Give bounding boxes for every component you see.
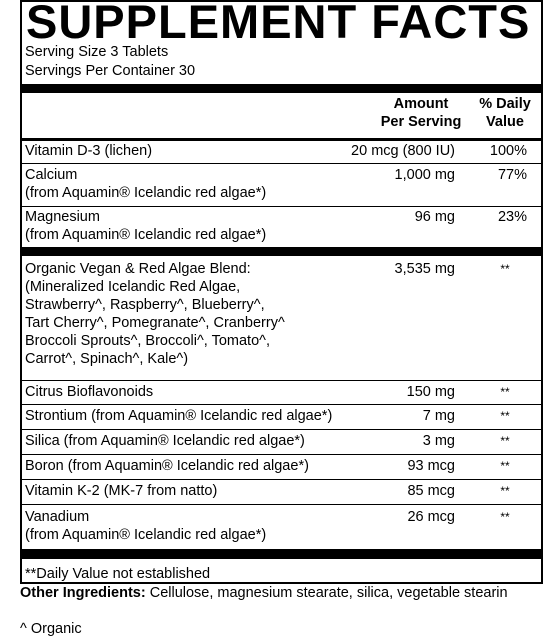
nutrient-name: Strontium (from Aquamin® Icelandic red algae*) — [25, 408, 333, 424]
nutrient-amount: 1,000 mg — [394, 167, 455, 183]
nutrient-amount: 85 mcg — [407, 483, 455, 499]
other-ingredients-label: Other Ingredients: — [20, 585, 146, 601]
supplement-facts-panel — [20, 0, 543, 584]
table-row — [22, 164, 541, 206]
nutrient-name: Vanadium (from Aquamin® Icelandic red algae*) — [25, 509, 267, 543]
nutrient-name: Vitamin K-2 (MK-7 from natto) — [25, 483, 218, 499]
nutrient-amount: 3 mg — [422, 433, 455, 449]
table-row — [22, 381, 541, 404]
nutrient-name: Boron (from Aquamin® Icelandic red algae*) — [25, 458, 309, 474]
nutrient-amount: 93 mcg — [407, 458, 455, 474]
nutrient-dv: 23% — [497, 209, 527, 225]
other-ingredients-text: Cellulose, magnesium stearate, silica, vegetable stearin — [145, 585, 508, 601]
nutrient-amount: 20 mcg (800 IU) — [351, 143, 455, 159]
table-row — [22, 405, 541, 429]
nutrient-dv: ** — [500, 484, 510, 498]
nutrient-dv: ** — [500, 459, 510, 473]
serving-size: Serving Size 3 Tablets — [25, 44, 169, 60]
nutrient-name: Citrus Bioflavonoids — [25, 384, 154, 400]
nutrient-amount: 3,535 mg — [394, 261, 455, 277]
nutrient-dv: 100% — [489, 143, 527, 159]
table-row — [22, 455, 541, 479]
table-row — [22, 430, 541, 454]
thick-divider-bottom — [22, 549, 541, 559]
nutrient-dv: ** — [500, 385, 510, 399]
amount-header: Amount Per Serving — [380, 96, 462, 130]
other-ingredients — [20, 586, 540, 601]
nutrient-name: Magnesium (from Aquamin® Icelandic red algae*) — [25, 209, 267, 243]
daily-value-footnote: **Daily Value not established — [25, 566, 211, 582]
nutrient-dv: ** — [500, 434, 510, 448]
panel-title: SUPPLEMENT FACTS — [26, 0, 531, 48]
table-row — [22, 140, 541, 164]
nutrient-name: Silica (from Aquamin® Icelandic red algae*) — [25, 433, 305, 449]
nutrient-dv: 77% — [497, 167, 527, 183]
daily-value-header: % Daily Value — [479, 96, 531, 130]
nutrient-amount: 26 mcg — [407, 509, 455, 525]
nutrient-dv: ** — [500, 510, 510, 524]
table-row — [22, 207, 541, 247]
table-row — [22, 258, 541, 380]
nutrient-dv: ** — [500, 409, 510, 423]
table-row — [22, 480, 541, 504]
thick-divider-mid — [22, 247, 541, 256]
nutrient-name: Vitamin D-3 (lichen) — [25, 143, 153, 159]
table-row — [22, 505, 541, 547]
nutrient-amount: 7 mg — [422, 408, 455, 424]
nutrient-name: Organic Vegan & Red Algae Blend: (Mineralized Icelandic Red Algae, Strawberry^, Raspberry^, Blueberry^, Tart Cherry^, Pomegranate^, Cranberry^ Broccoli Sprouts^, Broccoli^, Tomato^, Carrot^, Spinach^, Kale^) — [25, 261, 285, 367]
servings-per-container: Servings Per Container 30 — [25, 63, 196, 79]
nutrient-name: Calcium (from Aquamin® Icelandic red algae*) — [25, 167, 267, 201]
nutrient-amount: 150 mg — [406, 384, 455, 400]
nutrient-amount: 96 mg — [414, 209, 455, 225]
thick-divider-top — [22, 84, 541, 93]
organic-note: ^ Organic — [20, 621, 82, 637]
nutrient-dv: ** — [500, 262, 510, 276]
